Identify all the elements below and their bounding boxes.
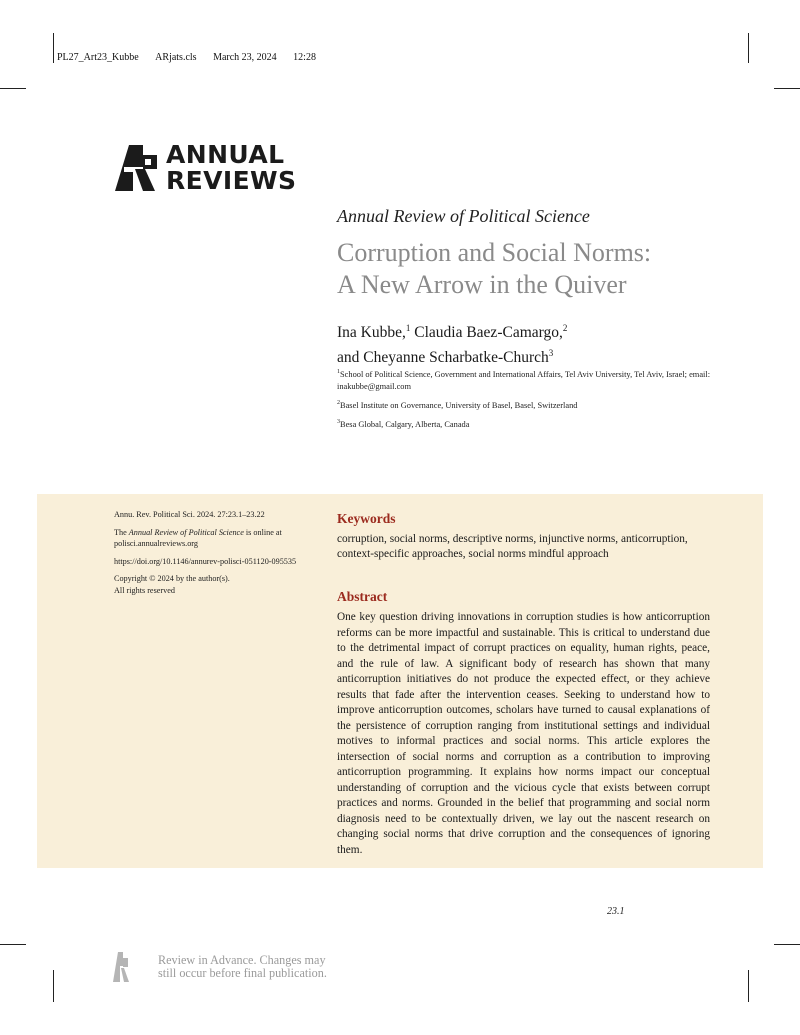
title-line-1: Corruption and Social Norms: (337, 238, 652, 267)
annual-reviews-logo (115, 140, 297, 195)
slug-time: 12:28 (293, 52, 316, 63)
author-baez-camargo: Claudia Baez-Camargo, (414, 324, 563, 342)
logo-line-reviews: REVIEWS (166, 166, 297, 195)
notice-line-2: still occur before final publication. (158, 965, 327, 980)
notice-line-1: Review in Advance. Changes may (158, 953, 326, 967)
ar-monogram-icon (115, 145, 159, 191)
affiliation-sup: 3 (337, 418, 340, 425)
ar-watermark-icon (113, 952, 129, 982)
affiliations (337, 366, 717, 434)
rights-text: All rights reserved (114, 585, 175, 595)
author-sup-3: 3 (548, 348, 554, 359)
online-journal: Annual Review of Political Science (128, 527, 244, 537)
logo-line-annual: ANNUAL (166, 140, 285, 169)
affiliation-2 (337, 397, 717, 412)
affiliation-3 (337, 416, 717, 431)
crop-mark-top-right (748, 33, 749, 63)
crop-mark-left-lower (0, 944, 26, 945)
affiliation-sup: 1 (337, 369, 340, 375)
author-kubbe: Ina Kubbe, (337, 324, 406, 342)
slug-date: March 23, 2024 (213, 52, 277, 63)
copyright (114, 573, 314, 596)
author-line-1 (337, 318, 567, 343)
doi-link[interactable]: https://doi.org/10.1146/annurev-polisci-051120-095535 (114, 556, 297, 566)
abstract-heading: Abstract (337, 589, 388, 604)
author-scharbatke-church: and Cheyanne Scharbatke-Church (337, 349, 549, 367)
title-line-2: A New Arrow in the Quiver (337, 270, 627, 299)
slug-cls: ARjats.cls (155, 52, 197, 63)
crop-mark-right-lower (774, 944, 800, 945)
crop-mark-bottom-left (53, 970, 54, 1002)
copyright-text: Copyright © 2024 by the author(s). (114, 574, 230, 583)
crop-mark-left-upper (0, 88, 26, 89)
keywords-text: corruption, social norms, descriptive norms, injunctive norms, anticorruption, context-specific approaches, social norms mindful approach (337, 533, 688, 560)
author-line-2 (337, 343, 567, 368)
page-number: 23.1 (607, 906, 625, 917)
crop-mark-top-left (53, 33, 54, 63)
author-list (337, 318, 567, 368)
author-sup-1: 1 (405, 323, 411, 333)
affiliation-sup: 2 (337, 399, 340, 406)
slug-line (57, 52, 330, 63)
affiliation-1 (337, 366, 717, 393)
affiliation-text: School of Political Science, Government and International Affairs, Tel Aviv University, Tel Aviv, Israel; email: inakubbe@gmail.com (337, 369, 711, 391)
affiliation-text: Basel Institute on Governance, University of Basel, Basel, Switzerland (340, 400, 578, 410)
abstract-text: One key question driving innovations in corruption studies is how anticorruption reforms can be more impactful and sustainable. This is critical to understand due to the detrimental impact of corrupt practices on equality, human rights, peace, and the rule of law. A significant body of research has shown that many anticorruption initiatives do not produce the expected effect, or they achieve results that fade after the intervention ceases. Seeking to understand how to improve anticorruption outcomes, scholars have turned to causal explanations of the persistence of corruption ranging from institutional settings and individual motives to informal practices and social norms. This article explores the intersection of social norms and corruption as a contribution to improving anticorruption programming. It explains how norms impact our conceptual understanding of corruption and the vicious cycle that exists between corrupt practices and norms. Grounded in the belief that programming and social norm diagnosis need to be contextually driven, we lay out the nascent research on changing social norms that drive corruption and the consequences of ignoring them. (337, 611, 710, 856)
article-title (337, 237, 651, 301)
author-sup-2: 2 (562, 323, 568, 333)
journal-name: Annual Review of Political Science (337, 206, 590, 226)
slug-file: PL27_Art23_Kubbe (57, 52, 139, 63)
affiliation-text: Besa Global, Calgary, Alberta, Canada (340, 419, 470, 429)
online-notice (114, 527, 314, 550)
crop-mark-bottom-right (748, 970, 749, 1002)
online-prefix: The (114, 527, 129, 537)
logo-wordmark (166, 142, 296, 194)
online-suffix: is online at polisci.annualreviews.org (114, 527, 282, 548)
citation: Annu. Rev. Political Sci. 2024. 27:23.1–23.22 (114, 510, 265, 519)
article-metadata (114, 509, 314, 602)
crop-mark-right-upper (774, 88, 800, 89)
keywords-heading: Keywords (337, 511, 396, 526)
review-in-advance-notice (158, 954, 327, 979)
